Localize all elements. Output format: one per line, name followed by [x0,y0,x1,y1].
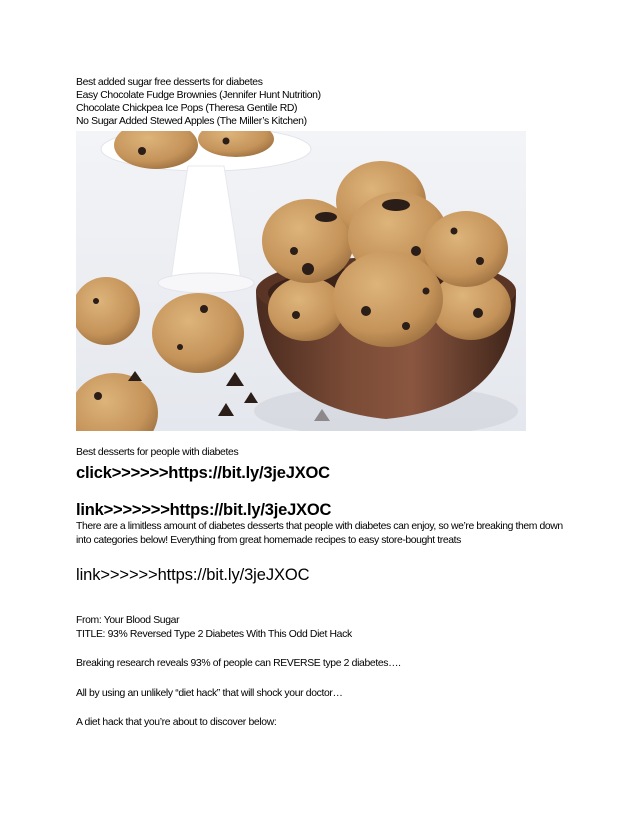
intro-line-brownies: Easy Chocolate Fudge Brownies (Jennifer Hunt Nutrition) [76,90,321,101]
discover-line: A diet hack that you’re about to discover below: [76,717,277,728]
click-link[interactable]: click>>>>>>https://bit.ly/3jeJXOC [76,464,330,482]
research-line: Breaking research reveals 93% of people can REVERSE type 2 diabetes…. [76,658,401,669]
intro-line-stewed-apples: No Sugar Added Stewed Apples (The Miller’s Kitchen) [76,116,307,127]
link-one[interactable]: link>>>>>>>https://bit.ly/3jeJXOC [76,501,332,519]
link-two[interactable]: link>>>>>>https://bit.ly/3jeJXOC [76,566,310,584]
title-line: TITLE: 93% Reversed Type 2 Diabetes With This Odd Diet Hack [76,629,352,640]
intro-line-title: Best added sugar free desserts for diabetes [76,77,263,88]
from-line: From: Your Blood Sugar [76,615,180,626]
section-heading: Best desserts for people with diabetes [76,447,239,458]
intro-line-ice-pops: Chocolate Chickpea Ice Pops (Theresa Gentile RD) [76,103,298,114]
intro-paragraph: There are a limitless amount of diabetes desserts that people with diabetes can enjoy, so we’re breaking them down into categories below! Everything from great homemade recipes to easy store-bought treats [76,521,563,546]
cookie-dough-photo [76,131,526,431]
diet-hack-line: All by using an unlikely “diet hack” that will shock your doctor… [76,688,343,699]
